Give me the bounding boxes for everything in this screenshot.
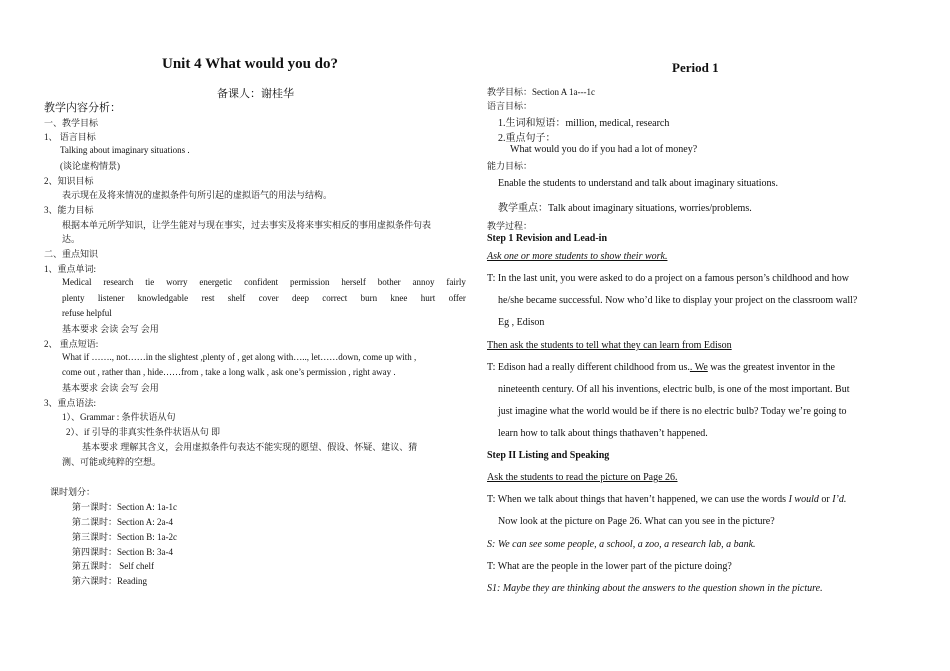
phrase-line-2: come out , rather than , hide……from , take a long walk , ask one’s permission , right away . [62, 367, 396, 377]
analysis-heading: 教学内容分析： [44, 102, 121, 114]
phrase-line-1: What if ……., not……in the slightest ,plenty of , get along with….., let……down, come up with , [62, 352, 417, 362]
vocab-word: herself [341, 277, 366, 287]
t2-line-0-text: T: Edison had a really different childhood from us. [487, 362, 690, 373]
period-item: 第二课时：Section A: 2a-4 [72, 517, 173, 527]
lang-goal-en: Talking about imaginary situations . [60, 145, 190, 155]
s1-answer: S1: Maybe they are thinking about the answers to the question shown in the picture. [487, 583, 823, 594]
grammar-item-1: 1）、Grammar : 条件状语从句 [62, 412, 176, 422]
grammar-heading: 3、重点语法: [44, 398, 97, 408]
ability-goal-heading-right: 能力目标： [487, 161, 533, 171]
period-item: 第五课时： Self chelf [72, 561, 154, 571]
key-heading: 二、重点知识 [44, 249, 99, 259]
t3-or: or [818, 494, 833, 505]
vocab-word: energetic [199, 277, 233, 287]
vocab-word: cover [258, 293, 279, 303]
t3-i-would: I would [788, 494, 819, 505]
vocab-word: bother [377, 277, 401, 287]
author-line: 备课人：谢桂华 [217, 88, 294, 100]
step1-task: Ask one or more students to show their work. [487, 251, 668, 262]
grammar-item-2: 2）、if 引导的非真实性条件状语从句 即 [66, 427, 220, 437]
t3-line-1 [487, 494, 846, 505]
t1-line-3: Eg , Edison [498, 317, 545, 328]
vocab-word: research [103, 277, 134, 287]
periods-heading: 课时划分： [50, 487, 96, 497]
vocab-word: fairly [446, 277, 466, 287]
vocab-word: hurt [420, 293, 436, 303]
vocab-word: shelf [227, 293, 246, 303]
vocab-word: rest [201, 293, 215, 303]
ability-goal-text: Enable the students to understand and talk about imaginary situations. [498, 178, 778, 189]
vocab-word: correct [322, 293, 348, 303]
t3-id: I’d. [832, 494, 847, 505]
vocab-line-3: refuse helpful [62, 308, 112, 318]
period-item: 第一课时：Section A: 1a-1c [72, 502, 177, 512]
step2-heading: Step II Listing and Speaking [487, 450, 610, 461]
grammar-req-line1: 基本要求 理解其含义，会用虚拟条件句表达不能实现的愿望、假设、怀疑、建议、猜 [82, 442, 418, 452]
vocab-requirement: 基本要求 会读 会写 会用 [62, 324, 159, 334]
lang-goal-item-1: 1.生词和短语：million, medical, research [498, 118, 670, 129]
period-title: Period 1 [672, 60, 719, 75]
step2-task: Ask the students to read the picture on Page 26. [487, 472, 678, 483]
teach-goal: 教学目标：Section A 1a---1c [487, 87, 595, 97]
vocab-line-1 [62, 277, 466, 287]
vocab-word: confident [244, 277, 279, 287]
t2-line-0 [487, 362, 835, 373]
t2-greatest: was the greatest inventor in the [707, 362, 835, 373]
ability-goal-heading: 3、能力目标 [44, 205, 94, 215]
t2-line-2: just imagine what the world would be if there is no electric bulb? Today we’re going to [498, 406, 847, 417]
lang-goal-heading-right: 语言目标： [487, 101, 533, 111]
period-item: 第三课时：Section B: 1a-2c [72, 532, 177, 542]
t2-we: . We [689, 362, 708, 373]
lang-goal-sentence: What would you do if you had a lot of money? [510, 144, 698, 155]
t1-line-1: T: In the last unit, you were asked to do a project on a famous person’s childhood and how [487, 273, 849, 284]
vocab-word: permission [289, 277, 330, 287]
vocab-word: burn [360, 293, 378, 303]
ability-goal-line2: 达。 [62, 234, 81, 244]
vocab-word: plenty [62, 293, 85, 303]
t3-line-2: Now look at the picture on Page 26. What can you see in the picture? [498, 516, 775, 527]
t2-line-3: learn how to talk about things thathaven’t happened. [498, 428, 708, 439]
t4-line: T: What are the people in the lower part of the picture doing? [487, 561, 732, 572]
goals-heading: 一、教学目标 [44, 118, 99, 128]
vocab-word: annoy [412, 277, 435, 287]
phrase-heading: 2、 重点短语: [44, 339, 99, 349]
vocab-word: offer [448, 293, 466, 303]
vocab-word: listener [97, 293, 125, 303]
knowledge-goal-heading: 2、知识目标 [44, 176, 94, 186]
vocab-word: knee [390, 293, 408, 303]
step1-heading: Step 1 Revision and Lead-in [487, 233, 608, 244]
phrase-requirement: 基本要求 会读 会写 会用 [62, 383, 159, 393]
unit-title: Unit 4 What would you do? [162, 56, 339, 72]
ability-goal-line1: 根据本单元所学知识，让学生能对与现在事实，过去事实及将来事实相反的事用虚拟条件句表 [62, 220, 432, 230]
process-heading: 教学过程： [487, 221, 533, 231]
vocab-heading: 1、重点单词: [44, 264, 97, 274]
key-point: 教学重点：Talk about imaginary situations, worries/problems. [498, 203, 752, 214]
task-2-underlined: Then ask the students to tell what they can learn from Edison [487, 340, 732, 351]
student-answer: S: We can see some people, a school, a zoo, a research lab, a bank. [487, 539, 756, 550]
vocab-word: knowledgable [137, 293, 189, 303]
vocab-word: deep [291, 293, 309, 303]
task-2 [487, 340, 732, 351]
lang-goal-cn: (谈论虚构情景) [60, 161, 120, 171]
vocab-word: worry [166, 277, 188, 287]
knowledge-goal-text: 表示现在及将来情况的虚拟条件句所引起的虚拟语气的用法与结构。 [62, 190, 333, 200]
t2-line-1: nineteenth century. Of all his inventions, electric bulb, is one of the most important. But [498, 384, 850, 395]
lang-goal-item-2: 2.重点句子： [498, 133, 556, 144]
t3-line-1-a: T: When we talk about things that haven’t happened, we can use the words [487, 494, 789, 505]
period-item: 第六课时：Reading [72, 576, 147, 586]
vocab-line-2 [62, 293, 466, 303]
grammar-req-line2: 测、可能或纯粹的空想。 [62, 457, 162, 467]
period-item: 第四课时：Section B: 3a-4 [72, 547, 173, 557]
t1-line-2: he/she became successful. Now who’d like to display your project on the classroom wall? [498, 295, 858, 306]
vocab-word: tie [145, 277, 155, 287]
lang-goal-heading: 1、 语言目标 [44, 132, 96, 142]
vocab-word: Medical [62, 277, 92, 287]
